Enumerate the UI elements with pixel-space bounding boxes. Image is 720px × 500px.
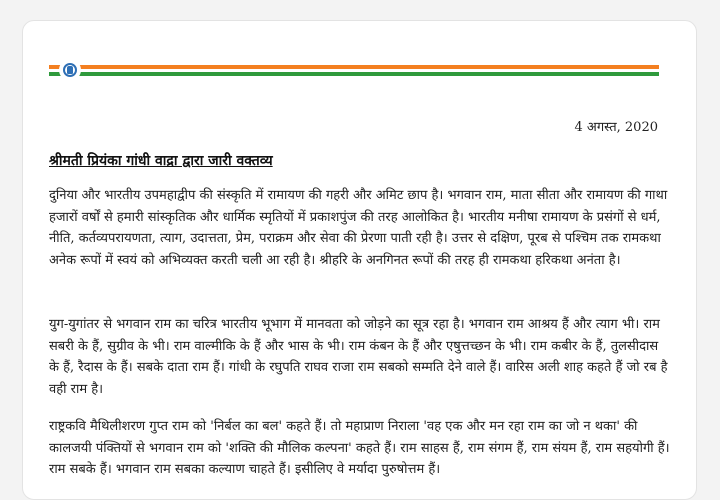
logo-ring (63, 63, 77, 77)
congress-hand-logo-icon (59, 59, 81, 81)
hand-symbol (67, 66, 73, 74)
letter-date: 4 अगस्त, 2020 (574, 120, 658, 135)
paragraph-3: राष्ट्रकवि मैथिलीशरण गुप्त राम को 'निर्बल का बल' कहते हैं। तो महाप्राण निराला 'वह एक और मन रहा राम का जो न थका' की कालजयी पंक्तियों से भगवान राम को 'शक्ति की मौलिक कल्पना' कहते हैं। राम साहस हैं, राम संगम हैं, राम संयम हैं, राम सहयोगी हैं। राम सबके हैं। भगवान राम सबका कल्याण चाहते हैं। इसीलिए वे मर्यादा पुरुषोत्तम हैं। (49, 419, 670, 477)
letter-card (22, 20, 697, 500)
green-stripe (49, 72, 659, 76)
paragraph-1: दुनिया और भारतीय उपमहाद्वीप की संस्कृति में रामायण की गहरी और अमिट छाप है। भगवान राम, माता सीता और रामायण की गाथा हजारों वर्षों से हमारी सांस्कृतिक और धार्मिक स्मृतियों में प्रकाशपुंज की तरह आलोकित है। भारतीय मनीषा रामायण के प्रसंगों से धर्म, नीति, कर्तव्यपरायणता, त्याग, उदात्तता, प्रेम, पराक्रम और सेवा की प्रेरणा पाती रही है। उत्तर से दक्षिण, पूरब से पश्चिम तक रामकथा अनेक रूपों में स्वयं को अभिव्यक्त करती चली आ रही है। श्रीहरि के अनगिनत रूपों की तरह ही रामकथा हरिकथा अनंता है। (49, 188, 668, 268)
tricolor-letterhead (49, 59, 659, 81)
paragraph-2: युग-युगांतर से भगवान राम का चरित्र भारतीय भूभाग में मानवता को जोड़ने का सूत्र रहा है। भगवान राम आश्रय हैं और त्याग भी। राम सबरी के हैं, सुग्रीव के भी। राम वाल्मीकि के हैं और भास के भी। राम कंबन के हैं और एषुत्तच्छन के भी। राम कबीर के हैं, तुलसीदास के हैं, रैदास के हैं। सबके दाता राम हैं। गांधी के रघुपति राघव राजा राम सबको सम्मति देने वाले हैं। वारिस अली शाह कहते हैं जो रब है वही राम है। (49, 317, 668, 397)
statement-heading: श्रीमती प्रियंका गांधी वाद्रा द्वारा जारी वक्तव्य (49, 153, 273, 169)
